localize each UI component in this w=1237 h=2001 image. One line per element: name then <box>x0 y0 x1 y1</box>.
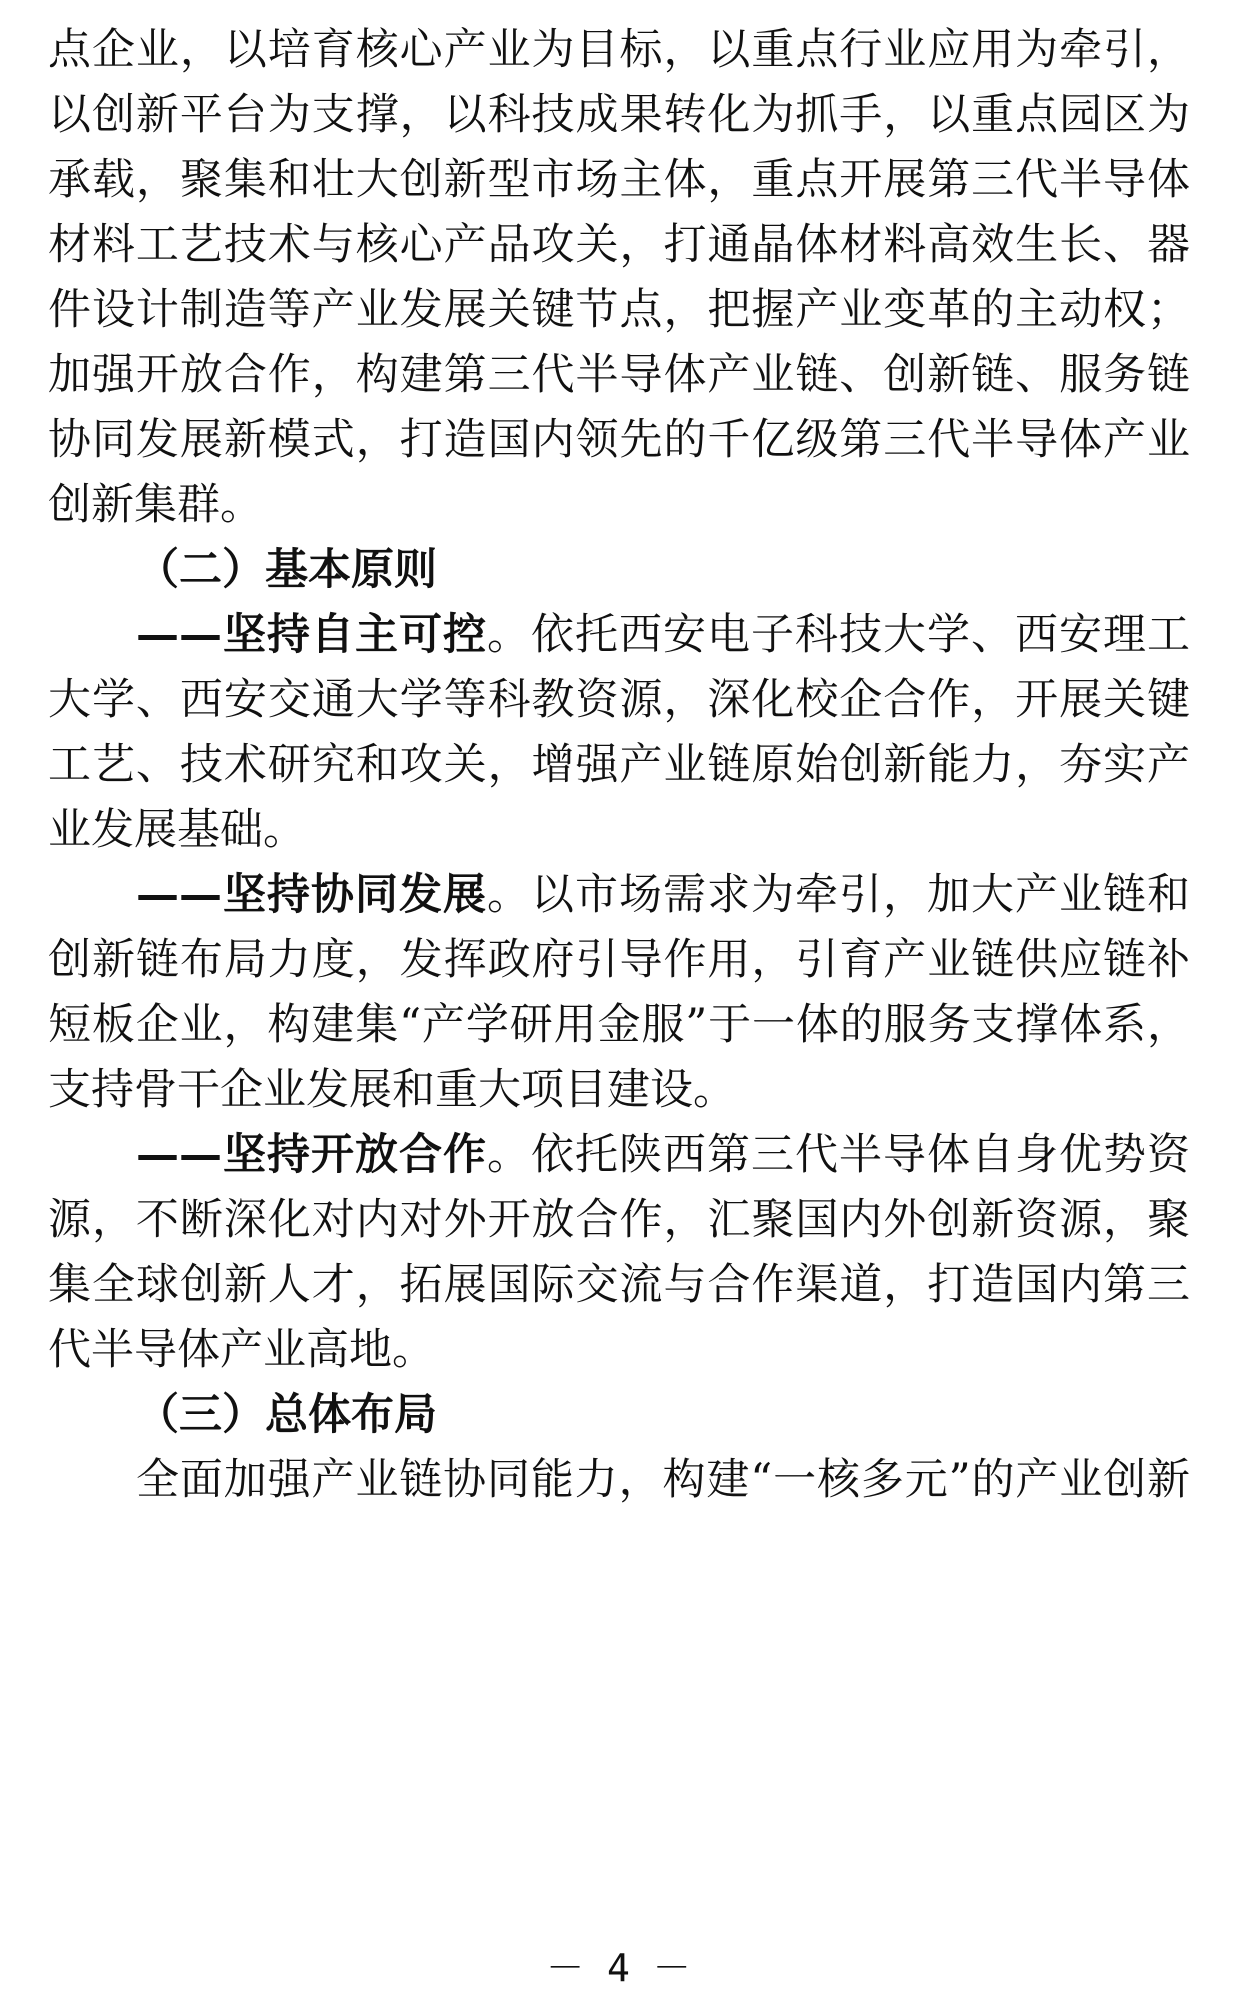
intro-line-3: 承载，聚集和壮大创新型市场主体，重点开展第三代半导体 <box>48 155 1190 205</box>
intro-line-6: 加强开放合作，构建第三代半导体产业链、创新链、服务链 <box>48 350 1190 400</box>
principle-1-line-4: 业发展基础。 <box>48 805 306 855</box>
principle-3-line-2: 源，不断深化对内对外开放合作，汇聚国内外创新资源，聚 <box>48 1195 1190 1245</box>
section-2-heading: （二）基本原则 <box>136 545 437 595</box>
principle-3-first-line <box>136 1123 1190 1187</box>
page-number: － 4 － <box>546 1946 691 1990</box>
principle-2-text: 。以市场需求为牵引，加大产业链和 <box>487 870 1190 920</box>
principle-1-text: 。依托西安电子科技大学、西安理工 <box>487 610 1190 660</box>
intro-line-5: 件设计制造等产业发展关键节点，把握产业变革的主动权； <box>48 285 1190 335</box>
principle-1-line-3: 工艺、技术研究和攻关，增强产业链原始创新能力，夯实产 <box>48 740 1190 790</box>
section-3-heading: （三）总体布局 <box>136 1390 437 1440</box>
section-3-line-1: 全面加强产业链协同能力，构建“一核多元”的产业创新 <box>136 1455 1190 1505</box>
principle-2-line-2: 创新链布局力度，发挥政府引导作用，引育产业链供应链补 <box>48 935 1190 985</box>
principle-3-text: 。依托陕西第三代半导体自身优势资 <box>487 1130 1190 1180</box>
intro-line-8: 创新集群。 <box>48 480 263 530</box>
principle-3-line-4: 代半导体产业高地。 <box>48 1325 435 1375</box>
principle-2-title: ——坚持协同发展 <box>136 870 487 920</box>
intro-line-1: 点企业，以培育核心产业为目标，以重点行业应用为牵引， <box>48 25 1190 75</box>
intro-line-4: 材料工艺技术与核心产品攻关，打通晶体材料高效生长、器 <box>48 220 1190 270</box>
intro-line-7: 协同发展新模式，打造国内领先的千亿级第三代半导体产业 <box>48 415 1190 465</box>
principle-1-title: ——坚持自主可控 <box>136 610 487 660</box>
principle-1-line-2: 大学、西安交通大学等科教资源，深化校企合作，开展关键 <box>48 675 1190 725</box>
principle-2-line-4: 支持骨干企业发展和重大项目建设。 <box>48 1065 736 1115</box>
principle-3-title: ——坚持开放合作 <box>136 1130 487 1180</box>
intro-line-2: 以创新平台为支撑，以科技成果转化为抓手，以重点园区为 <box>48 90 1190 140</box>
principle-2-line-3: 短板企业，构建集“产学研用金服”于一体的服务支撑体系， <box>48 1000 1190 1050</box>
principle-1-first-line <box>136 603 1190 667</box>
principle-3-line-3: 集全球创新人才，拓展国际交流与合作渠道，打造国内第三 <box>48 1260 1190 1310</box>
principle-2-first-line <box>136 863 1190 927</box>
